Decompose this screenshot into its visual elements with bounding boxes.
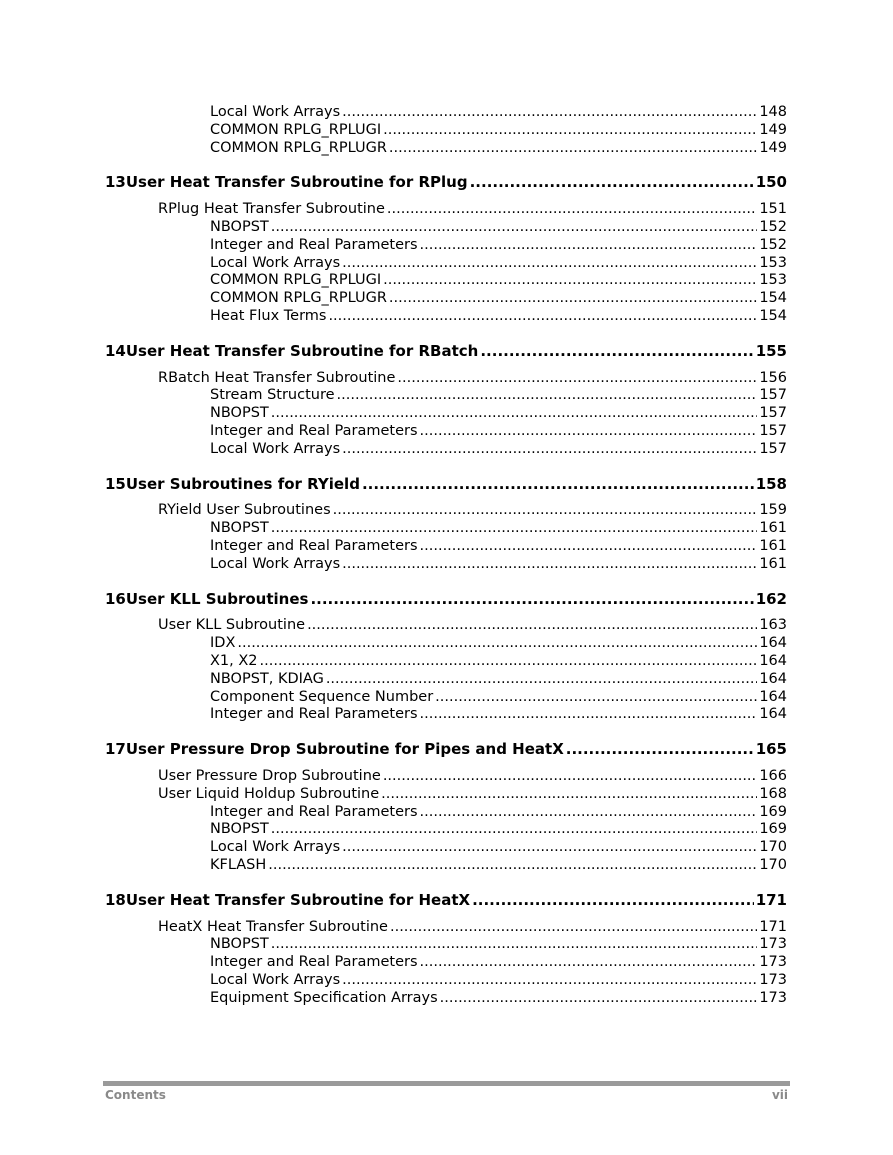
dot-leader	[271, 219, 758, 236]
toc-chapter-number: 17	[105, 740, 126, 759]
dot-leader	[397, 370, 757, 387]
toc-section[interactable]	[158, 502, 787, 519]
toc-page-number: 157	[759, 387, 787, 404]
toc-chapter-number: 14	[105, 341, 126, 360]
toc-page-number: 169	[759, 821, 787, 838]
toc-page-number: 164	[759, 670, 787, 687]
toc-page-number: 149	[759, 139, 787, 156]
dot-leader	[383, 122, 757, 139]
toc-entry-title: Equipment Specification Arrays	[210, 989, 438, 1006]
toc-page-number: 148	[759, 104, 787, 120]
toc-chapter-number: 16	[105, 589, 126, 608]
toc-page-number: 149	[759, 121, 787, 138]
dot-leader	[480, 343, 753, 360]
dot-leader	[328, 308, 757, 325]
toc-entry-title: X1, X2	[210, 653, 258, 669]
dot-leader	[342, 839, 757, 856]
toc-page-number: 151	[759, 201, 787, 218]
dot-leader	[470, 174, 754, 191]
toc-entry-title: COMMON RPLG_RPLUGI	[210, 272, 382, 289]
toc-entry-title: Stream Structure	[210, 387, 335, 404]
toc-page-number: 158	[755, 474, 787, 493]
toc-section[interactable]	[158, 370, 787, 387]
toc-entry-title: NBOPST	[210, 219, 269, 235]
toc-page-number: 157	[759, 405, 787, 422]
toc-subsection[interactable]	[210, 219, 787, 236]
dot-leader	[389, 140, 757, 157]
dot-leader	[420, 237, 758, 254]
toc-section[interactable]	[158, 201, 787, 218]
toc-subsection[interactable]	[210, 423, 787, 440]
dot-leader	[268, 857, 757, 874]
toc-page-number: 153	[759, 254, 787, 271]
toc-subsection[interactable]	[210, 821, 787, 838]
toc-entry-title: COMMON RPLG_RPLUGR	[210, 290, 387, 307]
toc-page-number: 154	[759, 308, 787, 324]
toc-page-number: 156	[759, 369, 787, 386]
dot-leader	[271, 821, 758, 838]
toc-entry-title: Local Work Arrays	[210, 555, 341, 572]
dot-leader	[440, 990, 758, 1007]
toc-subsection[interactable]	[210, 122, 787, 139]
toc-page-number: 157	[759, 440, 787, 457]
toc-subsection[interactable]	[210, 936, 787, 953]
toc-section[interactable]	[158, 617, 787, 634]
toc-entry-title: User KLL Subroutine	[158, 617, 306, 634]
toc-entry-title: User Heat Transfer Subroutine for RPlug	[125, 173, 468, 192]
toc-chapter-number: 18	[105, 890, 126, 909]
toc-page-number: 169	[759, 803, 787, 820]
toc-page-number: 165	[755, 740, 787, 759]
toc-entry-title: NBOPST, KDIAG	[210, 670, 324, 687]
dot-leader	[326, 671, 757, 688]
dot-leader	[566, 741, 754, 758]
toc-page-number: 161	[759, 520, 787, 537]
toc-entry-title: NBOPST	[210, 405, 269, 422]
toc-entry-title: RBatch Heat Transfer Subroutine	[158, 369, 396, 386]
toc-page-number: 153	[759, 272, 787, 289]
dot-leader	[237, 635, 757, 652]
toc-subsection[interactable]	[210, 972, 787, 989]
dot-leader	[420, 706, 758, 723]
toc-chapter[interactable]	[105, 174, 787, 191]
toc-entry-title: Component Sequence Number	[210, 688, 434, 705]
dot-leader	[342, 556, 757, 573]
toc-page-number: 154	[759, 290, 787, 307]
toc-entry-title: NBOPST	[210, 821, 269, 838]
toc-entry-title: Integer and Real Parameters	[210, 538, 418, 554]
toc-subsection[interactable]	[210, 804, 787, 821]
toc-entry-title: Integer and Real Parameters	[210, 423, 418, 439]
toc-subsection[interactable]	[210, 990, 787, 1007]
dot-leader	[362, 476, 754, 493]
toc-page-number: 164	[759, 653, 787, 669]
toc-entry-title: Local Work Arrays	[210, 104, 341, 120]
toc-chapter[interactable]	[105, 591, 787, 608]
toc-page-number: 164	[759, 706, 787, 723]
toc-page-number: 171	[759, 918, 787, 935]
toc-page-number: 173	[759, 972, 787, 988]
toc-chapter-number: 15	[105, 474, 126, 493]
toc-page-number: 170	[759, 839, 787, 856]
dot-leader	[435, 689, 757, 706]
dot-leader	[390, 919, 757, 936]
toc-section[interactable]	[158, 919, 787, 936]
toc-page-number: 173	[759, 936, 787, 953]
toc-entry-title: User KLL Subroutines	[125, 589, 309, 608]
toc-page-number: 166	[759, 768, 787, 784]
toc-entry-title: Integer and Real Parameters	[210, 803, 418, 820]
toc-subsection[interactable]	[210, 556, 787, 573]
toc-entry-title: IDX	[210, 635, 236, 652]
toc-entry-title: User Pressure Drop Subroutine for Pipes and HeatX	[125, 740, 564, 759]
toc-entry-title: User Heat Transfer Subroutine for RBatch	[125, 341, 479, 360]
toc-chapter[interactable]	[105, 476, 787, 493]
dot-leader	[337, 387, 758, 404]
dot-leader	[383, 768, 758, 785]
toc-entry-title: Integer and Real Parameters	[210, 706, 418, 723]
toc-subsection[interactable]	[210, 671, 787, 688]
toc-subsection[interactable]	[210, 405, 787, 422]
toc-section[interactable]	[158, 786, 787, 803]
dot-leader	[420, 954, 758, 971]
toc-subsection[interactable]	[210, 237, 787, 254]
dot-leader	[472, 892, 754, 909]
toc-entry-title: User Heat Transfer Subroutine for HeatX	[125, 890, 471, 909]
toc-entry-title: User Liquid Holdup Subroutine	[158, 785, 380, 802]
dot-leader	[260, 653, 758, 670]
toc-page-number: 159	[759, 502, 787, 519]
toc-chapter-number: 13	[105, 173, 126, 192]
footer-rule	[103, 1081, 790, 1086]
dot-leader	[420, 538, 758, 555]
dot-leader	[389, 290, 757, 307]
toc-subsection[interactable]	[210, 706, 787, 723]
toc-chapter[interactable]	[105, 892, 787, 909]
toc-subsection[interactable]	[210, 387, 787, 404]
dot-leader	[307, 617, 757, 634]
dot-leader	[342, 441, 757, 458]
footer-section-label: Contents	[105, 1088, 166, 1102]
toc-entry-title: HeatX Heat Transfer Subroutine	[158, 918, 388, 935]
dot-leader	[342, 104, 757, 121]
toc-entry-title: RPlug Heat Transfer Subroutine	[158, 201, 385, 218]
toc-page-number: 164	[759, 635, 787, 652]
dot-leader	[271, 520, 758, 537]
toc-chapter[interactable]	[105, 343, 787, 360]
toc-page-number: 157	[759, 423, 787, 439]
dot-leader	[381, 786, 757, 803]
toc-subsection[interactable]	[210, 689, 787, 706]
toc-page-number: 155	[755, 341, 787, 360]
toc-subsection[interactable]	[210, 839, 787, 856]
toc-entry-title: Local Work Arrays	[210, 839, 341, 856]
dot-leader	[333, 502, 758, 519]
toc-chapter[interactable]	[105, 741, 787, 758]
toc-page-number: 164	[759, 688, 787, 705]
toc-page-number: 152	[759, 236, 787, 253]
toc-entry-title: KFLASH	[210, 857, 267, 873]
toc-entry-title: User Subroutines for RYield	[125, 474, 360, 493]
dot-leader	[310, 591, 753, 608]
toc-subsection[interactable]	[210, 290, 787, 307]
dot-leader	[420, 804, 758, 821]
toc-subsection[interactable]	[210, 635, 787, 652]
toc-section[interactable]	[158, 768, 787, 785]
toc-subsection[interactable]	[210, 308, 787, 325]
dot-leader	[420, 423, 758, 440]
footer-page-number: vii	[771, 1088, 788, 1102]
toc-page-number: 150	[755, 173, 787, 192]
toc-subsection[interactable]	[210, 441, 787, 458]
dot-leader	[387, 201, 757, 218]
toc-subsection[interactable]	[210, 538, 787, 555]
toc-entry-title: Integer and Real Parameters	[210, 954, 418, 971]
toc-entry-title: NBOPST	[210, 936, 269, 953]
toc-subsection[interactable]	[210, 520, 787, 537]
toc-page-number: 161	[759, 538, 787, 554]
dot-leader	[271, 405, 758, 422]
toc-page-number: 163	[759, 617, 787, 634]
dot-leader	[342, 972, 757, 989]
toc-entry-title: Local Work Arrays	[210, 972, 341, 988]
toc-page-number: 171	[755, 890, 787, 909]
toc-entry-title: NBOPST	[210, 520, 269, 537]
toc-page-number: 168	[759, 785, 787, 802]
toc-subsection[interactable]	[210, 255, 787, 272]
toc-subsection[interactable]	[210, 857, 787, 874]
toc-page-number: 170	[759, 857, 787, 873]
toc-subsection[interactable]	[210, 954, 787, 971]
toc-subsection[interactable]	[210, 104, 787, 121]
toc-subsection[interactable]	[210, 653, 787, 670]
dot-leader	[383, 272, 757, 289]
toc-page-number: 162	[755, 589, 787, 608]
toc-entry-title: RYield User Subroutines	[158, 502, 331, 519]
toc-entry-title: Integer and Real Parameters	[210, 236, 418, 253]
toc-entry-title: Heat Flux Terms	[210, 308, 327, 324]
toc-page-number: 173	[759, 954, 787, 971]
toc-page-number: 152	[759, 219, 787, 235]
toc-entry-title: Local Work Arrays	[210, 440, 341, 457]
toc-entry-title: Local Work Arrays	[210, 254, 341, 271]
toc-page-number: 173	[759, 989, 787, 1006]
toc-entry-title: COMMON RPLG_RPLUGR	[210, 139, 387, 156]
toc-entry-title: COMMON RPLG_RPLUGI	[210, 121, 382, 138]
toc-entry-title: User Pressure Drop Subroutine	[158, 768, 381, 784]
dot-leader	[342, 255, 757, 272]
toc-page-number: 161	[759, 555, 787, 572]
toc-subsection[interactable]	[210, 140, 787, 157]
dot-leader	[271, 936, 758, 953]
toc-subsection[interactable]	[210, 272, 787, 289]
